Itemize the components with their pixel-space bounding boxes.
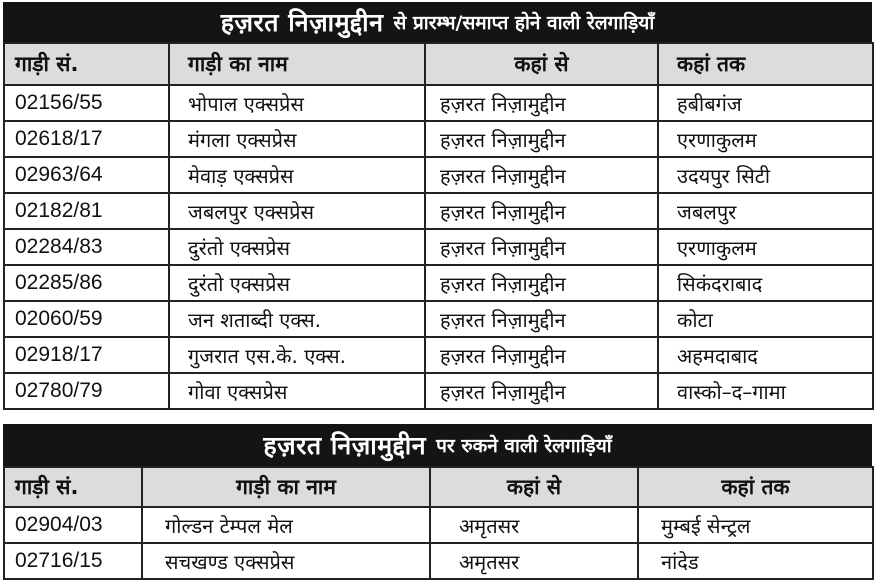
header-train-name: गाड़ी का नाम <box>169 43 425 85</box>
train-number-cell: 02182/81 <box>4 193 169 229</box>
from-station-cell: हज़रत निज़ामुद्दीन <box>425 265 658 301</box>
from-station-cell: हज़रत निज़ामुद्दीन <box>425 85 658 121</box>
train-number-cell: 02156/55 <box>4 85 169 121</box>
train-number-cell: 02963/64 <box>4 157 169 193</box>
from-station-cell: हज़रत निज़ामुद्दीन <box>425 337 658 373</box>
table-row <box>4 373 873 409</box>
header-train-name: गाड़ी का नाम <box>142 467 430 507</box>
to-station-cell: मुम्बई सेन्ट्रल <box>638 507 873 543</box>
to-station-cell: एरणाकुलम <box>658 121 873 157</box>
header-to: कहां तक <box>638 467 873 507</box>
from-station-cell: हज़रत निज़ामुद्दीन <box>425 229 658 265</box>
from-station-cell: हज़रत निज़ामुद्दीन <box>425 193 658 229</box>
table-row <box>4 265 873 301</box>
to-station-cell: सिकंदराबाद <box>658 265 873 301</box>
train-name-cell: भोपाल एक्सप्रेस <box>169 85 425 121</box>
table-row <box>4 229 873 265</box>
halting-trains-table <box>3 466 874 580</box>
section-title-station: हज़रत निज़ामुद्दीन <box>263 431 427 460</box>
to-station-cell: वास्को–द–गामा <box>658 373 873 409</box>
table-row <box>4 121 873 157</box>
section-title-text: पर रुकने वाली रेलगाड़ियाँ <box>436 435 612 457</box>
train-name-cell: जबलपुर एक्सप्रेस <box>169 193 425 229</box>
originating-trains-body <box>4 85 873 409</box>
train-name-cell: जन शताब्दी एक्स. <box>169 301 425 337</box>
table-row <box>4 337 873 373</box>
section-title <box>3 424 872 466</box>
header-from: कहां से <box>425 43 658 85</box>
originating-trains-section <box>3 2 872 410</box>
halting-trains-body <box>4 507 873 579</box>
table-row <box>4 85 873 121</box>
train-number-cell: 02918/17 <box>4 337 169 373</box>
from-station-cell: हज़रत निज़ामुद्दीन <box>425 373 658 409</box>
train-name-cell: गोवा एक्सप्रेस <box>169 373 425 409</box>
originating-trains-table <box>3 42 874 410</box>
from-station-cell: हज़रत निज़ामुद्दीन <box>425 157 658 193</box>
train-name-cell: गोल्डन टेम्पल मेल <box>142 507 430 543</box>
table-row <box>4 193 873 229</box>
train-number-cell: 02285/86 <box>4 265 169 301</box>
header-train-number: गाड़ी सं. <box>4 467 142 507</box>
train-name-cell: मेवाड़ एक्सप्रेस <box>169 157 425 193</box>
table-header-row <box>4 467 873 507</box>
section-title-station: हज़रत निज़ामुद्दीन <box>220 8 384 37</box>
from-station-cell: हज़रत निज़ामुद्दीन <box>425 301 658 337</box>
table-row <box>4 507 873 543</box>
to-station-cell: कोटा <box>658 301 873 337</box>
train-name-cell: गुजरात एस.के. एक्स. <box>169 337 425 373</box>
table-row <box>4 157 873 193</box>
train-number-cell: 02780/79 <box>4 373 169 409</box>
train-name-cell: मंगला एक्सप्रेस <box>169 121 425 157</box>
train-name-cell: दुरंतो एक्सप्रेस <box>169 265 425 301</box>
section-title <box>3 2 872 42</box>
from-station-cell: हज़रत निज़ामुद्दीन <box>425 121 658 157</box>
to-station-cell: नांदेड <box>638 543 873 579</box>
train-number-cell: 02716/15 <box>4 543 142 579</box>
table-row <box>4 301 873 337</box>
train-name-cell: दुरंतो एक्सप्रेस <box>169 229 425 265</box>
halting-trains-section <box>3 424 872 580</box>
section-title-text: से प्रारम्भ/समाप्त होने वाली रेलगाड़ियाँ <box>393 12 655 34</box>
to-station-cell: एरणाकुलम <box>658 229 873 265</box>
train-name-cell: सचखण्ड एक्सप्रेस <box>142 543 430 579</box>
from-station-cell: अमृतसर <box>430 543 638 579</box>
to-station-cell: उदयपुर सिटी <box>658 157 873 193</box>
to-station-cell: हबीबगंज <box>658 85 873 121</box>
train-number-cell: 02284/83 <box>4 229 169 265</box>
train-number-cell: 02618/17 <box>4 121 169 157</box>
train-number-cell: 02060/59 <box>4 301 169 337</box>
header-train-number: गाड़ी सं. <box>4 43 169 85</box>
to-station-cell: जबलपुर <box>658 193 873 229</box>
header-to: कहां तक <box>658 43 873 85</box>
to-station-cell: अहमदाबाद <box>658 337 873 373</box>
table-row <box>4 543 873 579</box>
table-header-row <box>4 43 873 85</box>
header-from: कहां से <box>430 467 638 507</box>
from-station-cell: अमृतसर <box>430 507 638 543</box>
train-number-cell: 02904/03 <box>4 507 142 543</box>
